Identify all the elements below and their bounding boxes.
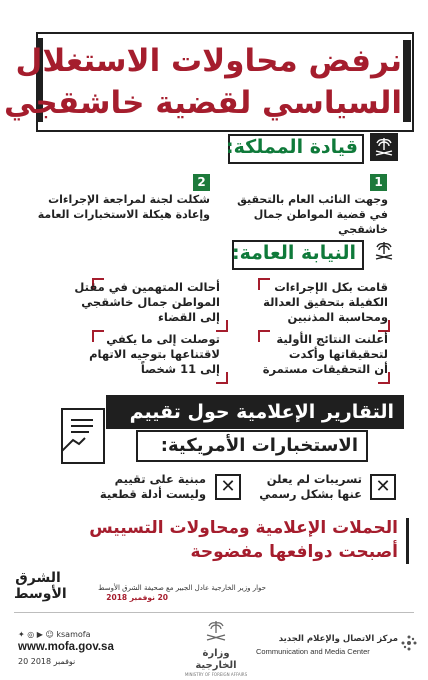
center-name-ar: مركز الاتصال والإعلام الجديد bbox=[278, 634, 398, 644]
media-line-2: الاستخبارات الأمريكية: bbox=[160, 435, 358, 456]
prosecution-item-4-line1: توصلت إلى ما يكفي bbox=[106, 332, 220, 346]
palm-swords-emblem-icon bbox=[201, 618, 231, 644]
title-line-1: نرفض محاولات الاستغلال bbox=[15, 43, 402, 79]
social-icons bbox=[18, 630, 90, 639]
media-item-2 bbox=[86, 472, 206, 502]
kingdom-item-2-line1: شكلت لجنة لمراجعة الإجراءات bbox=[48, 193, 210, 206]
palm-swords-emblem-icon bbox=[370, 133, 398, 161]
media-item-1 bbox=[242, 472, 362, 502]
media-banner-dark bbox=[106, 395, 404, 429]
prosecution-item-4-line2: لاقتناعها بتوجيه الاتهام bbox=[89, 347, 220, 361]
prosecution-item-3-line1: أعلنت النتائج الأولية bbox=[276, 332, 388, 346]
campaign-line-2: أصبحت دوافعها مفضوحة bbox=[190, 542, 398, 562]
prosecution-item-3-line3: أن التحقيقات مستمرة bbox=[262, 362, 388, 376]
twitter-icon[interactable]: ✦ bbox=[18, 630, 25, 639]
document-hand-icon bbox=[61, 408, 105, 464]
prosecution-item-3-line2: لتحقيقاتها وأكدت bbox=[288, 347, 388, 361]
youtube-icon[interactable]: ▶ bbox=[36, 630, 43, 639]
prosecution-item-4 bbox=[70, 332, 220, 377]
item-number-2: 2 bbox=[193, 174, 210, 191]
prosecution-item-1-line2: الكفيلة بتحقيق العدالة bbox=[263, 295, 388, 309]
website-link[interactable]: www.mofa.gov.sa bbox=[18, 641, 114, 653]
kingdom-item-1-line1: وجهت النائب العام بالتحقيق bbox=[237, 193, 388, 206]
title-accent-right bbox=[403, 40, 411, 122]
media-item-2-line2: وليست أدلة قطعية bbox=[99, 487, 206, 501]
campaign-accent-bar bbox=[406, 518, 409, 564]
prosecution-header: النيابة العامة: bbox=[232, 242, 356, 264]
prosecution-item-2-line3: إلى القضاء bbox=[158, 310, 220, 324]
campaign-line-1: الحملات الإعلامية ومحاولات التسييس bbox=[89, 518, 398, 538]
palm-swords-emblem-icon bbox=[370, 237, 398, 265]
prosecution-item-2-line2: المواطن جمال خاشقجي bbox=[81, 295, 220, 309]
kingdom-item-2-line2: وإعادة هيكلة الاستخبارات العامة bbox=[37, 208, 210, 221]
source-date: 20 نوفمبر 2018 bbox=[106, 593, 168, 602]
center-name-en: Communication and Media Center bbox=[256, 647, 370, 656]
prosecution-item-1-line3: ومحاسبة المذنبين bbox=[287, 310, 388, 324]
snapchat-icon[interactable]: ☺ bbox=[45, 630, 54, 639]
asharq-alawsat-logo: الشرق الأوسط bbox=[14, 570, 67, 602]
media-item-1-line1: تسريبات لم يعلن bbox=[266, 472, 362, 486]
footer-date: 20 نوفمبر 2018 bbox=[18, 657, 76, 666]
kingdom-header: قيادة المملكة: bbox=[226, 136, 358, 158]
item-number-1: 1 bbox=[370, 174, 387, 191]
kingdom-item-2 bbox=[30, 192, 210, 222]
prosecution-item-3 bbox=[238, 332, 388, 377]
media-line-1: التقارير الإعلامية حول تقييم bbox=[129, 401, 394, 423]
source-text: حوار وزير الخارجية عادل الجبير مع صحيفة الشرق الأوسط bbox=[98, 584, 266, 592]
prosecution-item-2 bbox=[70, 280, 220, 325]
media-item-2-line1: مبنية على تقييم bbox=[114, 472, 206, 486]
media-banner-white bbox=[136, 430, 368, 462]
title-line-2: السياسي لقضية خاشقجي bbox=[4, 85, 402, 121]
prosecution-item-1 bbox=[238, 280, 388, 325]
media-center-logo-icon bbox=[400, 634, 418, 652]
prosecution-item-4-line3: إلى 11 شخصاً bbox=[140, 362, 220, 376]
instagram-icon[interactable]: ◎ bbox=[27, 630, 35, 639]
x-mark-icon: ✕ bbox=[215, 474, 241, 500]
media-item-1-line2: عنها بشكل رسمي bbox=[259, 487, 362, 501]
social-handle[interactable]: ksamofa bbox=[56, 630, 91, 639]
x-mark-icon: ✕ bbox=[370, 474, 396, 500]
prosecution-item-2-line1: أحالت المتهمين في مقتل bbox=[74, 280, 220, 294]
kingdom-item-1 bbox=[218, 192, 388, 237]
prosecution-item-1-line1: قامت بكل الإجراءات bbox=[274, 280, 388, 294]
ministry-logo: وزارة الخارجية MINISTRY OF FOREIGN AFFAIRS bbox=[183, 618, 249, 676]
footer-divider bbox=[14, 612, 414, 613]
kingdom-item-1-line2: في قضية المواطن جمال خاشقجي bbox=[253, 208, 388, 236]
